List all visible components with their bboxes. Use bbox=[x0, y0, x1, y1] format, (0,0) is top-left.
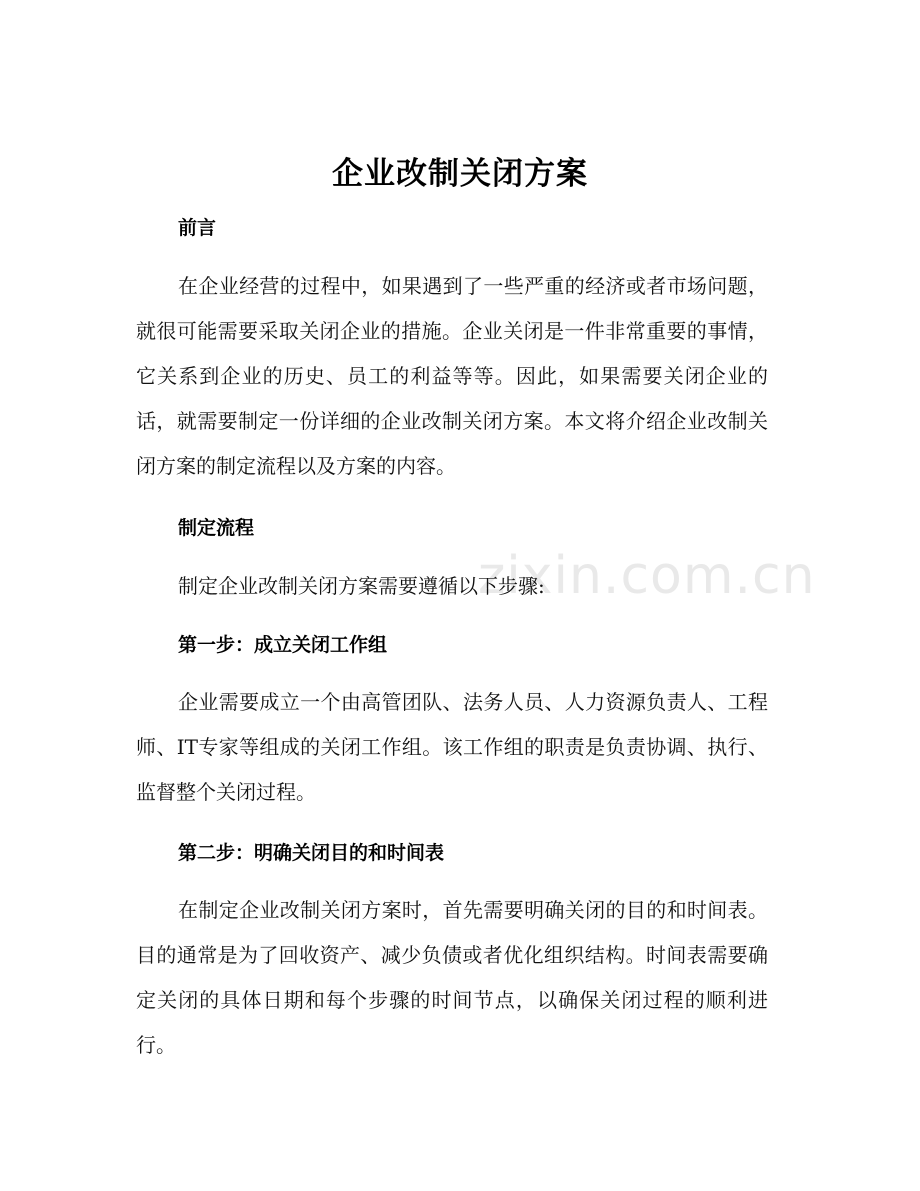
section-heading-step-one: 第一步：成立关闭工作组 bbox=[178, 634, 388, 656]
watermark-text: zixin.com.cn bbox=[478, 546, 816, 606]
section-paragraph-step-one: 企业需要成立一个由高管团队、法务人员、人力资源负责人、工程师、IT专家等组成的关闭工作组。该工作组的职责是负责协调、执行、监督整个关闭过程。 bbox=[136, 690, 768, 804]
section-heading-preface: 前言 bbox=[178, 217, 217, 239]
section-paragraph-preface: 在企业经营的过程中，如果遇到了一些严重的经济或者市场问题，就很可能需要采取关闭企业的措施。企业关闭是一件非常重要的事情，它关系到企业的历史、员工的利益等等。因此，如果需要关闭企业的话，就需要制定一份详细的企业改制关闭方案。本文将介绍企业改制关闭方案的制定流程以及方案的内容。 bbox=[136, 274, 768, 478]
section-paragraph-step-two: 在制定企业改制关闭方案时，首先需要明确关闭的目的和时间表。目的通常是为了回收资产、减少负债或者优化组织结构。时间表需要确定关闭的具体日期和每个步骤的时间节点，以确保关闭过程的顺利进行。 bbox=[136, 898, 768, 1057]
document-title: 企业改制关闭方案 bbox=[332, 156, 588, 192]
section-heading-step-two: 第二步：明确关闭目的和时间表 bbox=[178, 842, 445, 864]
section-heading-process: 制定流程 bbox=[178, 517, 255, 539]
section-paragraph-process: 制定企业改制关闭方案需要遵循以下步骤: bbox=[178, 574, 545, 598]
